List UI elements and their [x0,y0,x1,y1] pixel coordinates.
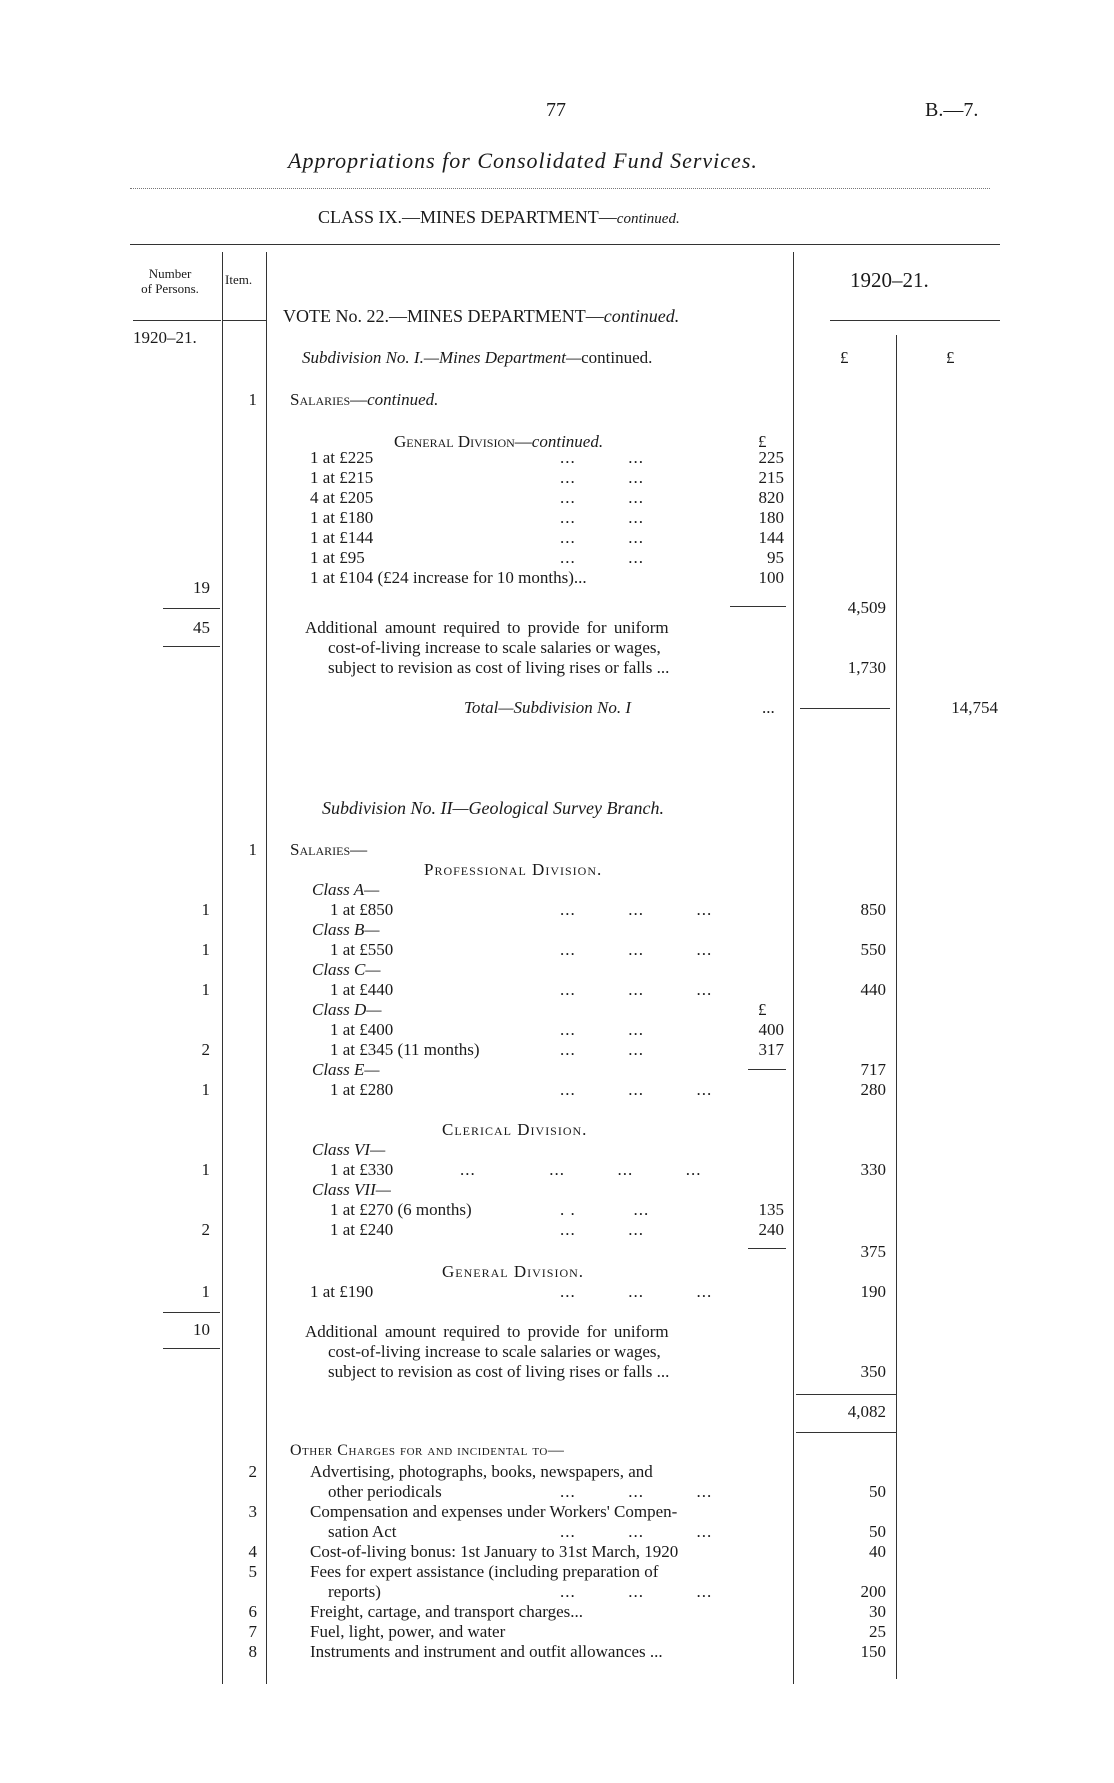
sub1-additional-l3: subject to revision as cost of living rises or falls ... [328,658,670,677]
vote-title [283,306,679,327]
class-c-persons: 1 [201,980,210,999]
sub2-additional-l2: cost-of-living increase to scale salaries or wages, [328,1342,661,1361]
other-item-amount: 30 [869,1602,886,1621]
other-item-text: Advertising, photographs, books, newspapers, and [310,1462,653,1481]
sub1-additional-amount: 1,730 [847,658,886,677]
sub2-additional-amount: 350 [860,1362,886,1381]
class-c-dots: ... ... ... [560,980,713,999]
sub2-persons-double-rule [163,1348,220,1349]
class-vi-dots: ... ... ... ... [460,1160,702,1179]
class-vii-row1-dots: . . ... [560,1200,650,1219]
sub1-row-amount: 95 [767,548,784,567]
other-item-number: 6 [248,1602,257,1621]
item-head-rule [222,320,266,321]
other-item-number: 8 [248,1642,257,1661]
other-item-amount: 50 [869,1482,886,1501]
class-b-dots: ... ... ... [560,940,713,959]
sub2-additional-l1: Additional amount required to provide for uniform [305,1322,669,1341]
general-amount: 190 [860,1282,886,1301]
class-a-row: 1 at £850 [330,900,394,919]
sub1-persons-group: 19 [193,578,210,597]
item-text-divider [266,252,267,1684]
year-column-head: 1920–21. [850,268,929,292]
sub2-salaries-rule-b [796,1432,896,1433]
other-item-number: 3 [248,1502,257,1521]
sub1-group-total: 4,509 [847,598,886,617]
sub1-total-label: Total—Subdivision No. I [464,698,632,717]
other-item-amount: 200 [860,1582,886,1601]
sub2-persons-rule [163,1312,220,1313]
class-d-row1: 1 at £400 [330,1020,394,1039]
other-item-text: Freight, cartage, and transport charges... [310,1602,584,1621]
sub2-item: 1 [248,840,257,859]
sub1-salaries-heading [290,390,438,410]
other-item-amount: 50 [869,1522,886,1541]
persons-column-head [128,266,212,296]
other-item-number: 4 [248,1542,257,1561]
sub2-additional-l3: subject to revision as cost of living rises or falls ... [328,1362,670,1381]
other-item-text: Compensation and expenses under Workers' Compen- [310,1502,678,1521]
sub2-salaries-rule [796,1394,896,1395]
class-vi-persons: 1 [201,1160,210,1179]
class-vii-total: 375 [860,1242,886,1261]
class-d-label: Class D— [312,1000,382,1019]
other-item-amount: 40 [869,1542,886,1561]
sub1-total-amount: 14,754 [951,698,998,717]
item-column-head: Item. [225,272,253,287]
class-vii-label: Class VII— [312,1180,391,1199]
other-item-dots: ... ... ... [560,1582,713,1601]
year-head-rule [830,320,1000,321]
other-item-text: Fees for expert assistance (including preparation of [310,1562,659,1581]
class-vii-row1: 1 at £270 (6 months) [330,1200,472,1219]
sub1-salaries-label: Salaries— [290,390,368,409]
sub2-salaries-total: 4,082 [847,1402,886,1421]
sub1-row-dots: ... ... [560,468,644,487]
other-item-text-cont: sation Act [328,1522,397,1541]
sub1-total-dots: ... [762,698,775,717]
sub1-row-label: 1 at £215 [310,468,374,487]
class-a-persons: 1 [201,900,210,919]
pound-head-b: £ [946,348,955,367]
sub1-row-label: 4 at £205 [310,488,374,507]
sub1-pound-sign: £ [758,432,767,451]
pound-head-a: £ [840,348,849,367]
sub1-additional-l1: Additional amount required to provide for uniform [305,618,669,637]
class-vii-persons: 2 [201,1220,210,1239]
other-item-dots: ... ... ... [560,1522,713,1541]
sub1-general-cont: continued. [531,432,604,451]
class-vi-amount: 330 [860,1160,886,1179]
general-persons: 1 [201,1282,210,1301]
sub2-general-division: General Division. [442,1262,585,1281]
sub1-row-amount: 820 [758,488,784,507]
class-heading [318,207,680,228]
sub2-professional: Professional Division. [424,860,603,879]
class-d-pound: £ [758,1000,767,1019]
class-heading-cont: continued. [616,211,680,227]
sub2-title: Subdivision No. II—Geological Survey Branch. [322,798,664,818]
class-d-row1-amount: 400 [758,1020,784,1039]
other-item-number: 5 [248,1562,257,1581]
class-vi-row: 1 at £330 [330,1160,394,1179]
page-title: Appropriations for Consolidated Fund Services. [288,148,758,173]
sub1-persons-total: 45 [193,618,210,637]
class-b-row: 1 at £550 [330,940,394,959]
sub1-row-amount: 144 [758,528,784,547]
class-e-row: 1 at £280 [330,1080,394,1099]
sub1-row-amount: 100 [758,568,784,587]
class-e-label: Class E— [312,1060,380,1079]
class-c-amount: 440 [860,980,886,999]
title-rule [130,188,990,189]
sub1-inner-rule [730,606,786,607]
sub1-persons-rule [163,608,220,609]
sub1-row-label: 1 at £144 [310,528,374,547]
class-e-amount: 280 [860,1080,886,1099]
general-row: 1 at £190 [310,1282,374,1301]
class-vii-row1-amount: 135 [758,1200,784,1219]
page-code: B.—7. [925,99,979,121]
class-d-rule [748,1069,786,1070]
sub2-salaries: Salaries— [290,840,368,859]
amount-total-divider [896,335,897,1679]
sub1-row-label: 1 at £104 (£24 increase for 10 months)... [310,568,587,587]
sub1-row-dots: ... ... [560,528,644,547]
sub1-item: 1 [248,390,257,409]
class-b-label: Class B— [312,920,380,939]
subdivision-1-text: Subdivision No. I.—Mines Department— [302,348,582,367]
class-vi-label: Class VI— [312,1140,386,1159]
sub1-row-dots: ... ... [560,548,644,567]
other-item-amount: 25 [869,1622,886,1641]
sub1-total-rule [800,708,890,709]
persons-head-l1: Number [148,266,192,281]
class-b-persons: 1 [201,940,210,959]
sub1-row-label: 1 at £225 [310,448,374,467]
class-heading-text: CLASS IX.—MINES DEPARTMENT— [318,207,617,227]
class-d-persons: 2 [201,1040,210,1059]
persons-head-l2: of Persons. [141,281,199,296]
vote-title-cont: continued. [603,306,680,326]
sub1-row-dots: ... ... [560,448,644,467]
subdivision-1-title [302,348,652,368]
class-vii-row2-amount: 240 [758,1220,784,1239]
class-vii-row2: 1 at £240 [330,1220,394,1239]
class-d-row1-dots: ... ... [560,1020,644,1039]
other-item-text: Instruments and instrument and outfit allowances ... [310,1642,663,1661]
subdivision-1-cont: continued. [581,348,653,367]
clerical-division: Clerical Division. [442,1120,588,1139]
other-item-number: 2 [248,1462,257,1481]
sub1-salaries-cont: continued. [367,390,439,409]
class-b-amount: 550 [860,940,886,959]
other-item-text-cont: reports) [328,1582,381,1601]
class-d-row2-dots: ... ... [560,1040,644,1059]
persons-head-rule [133,320,221,321]
class-c-label: Class C— [312,960,381,979]
other-item-number: 7 [248,1622,257,1641]
other-item-dots: ... ... ... [560,1482,713,1501]
header-rule [130,244,1000,245]
class-d-row2-amount: 317 [758,1040,784,1059]
sub1-persons-double-rule [163,646,220,647]
sub1-row-dots: ... ... [560,508,644,527]
class-d-total: 717 [860,1060,886,1079]
sub1-row-amount: 215 [758,468,784,487]
vote-title-text: VOTE No. 22.—MINES DEPARTMENT— [283,306,604,326]
class-e-dots: ... ... ... [560,1080,713,1099]
text-amount-divider [793,252,794,1684]
other-item-text-cont: other periodicals [328,1482,442,1501]
sub1-additional-l2: cost-of-living increase to scale salaries or wages, [328,638,661,657]
class-vii-row2-dots: ... ... [560,1220,644,1239]
class-c-row: 1 at £440 [330,980,394,999]
sub1-row-dots: ... ... [560,488,644,507]
persons-item-divider [222,252,223,1684]
page-number: 77 [546,99,566,121]
sub2-persons-total: 10 [193,1320,210,1339]
class-a-label: Class A— [312,880,380,899]
class-vii-rule [748,1248,786,1249]
other-charges-heading: Other Charges for and incidental to— [290,1442,565,1459]
other-item-amount: 150 [860,1642,886,1661]
sub1-row-label: 1 at £95 [310,548,365,567]
other-item-text: Cost-of-living bonus: 1st January to 31st March, 1920 [310,1542,679,1561]
sub1-row-amount: 225 [758,448,784,467]
class-d-row2: 1 at £345 (11 months) [330,1040,480,1059]
general-dots: ... ... ... [560,1282,713,1301]
other-item-text: Fuel, light, power, and water [310,1622,506,1641]
class-a-amount: 850 [860,900,886,919]
class-e-persons: 1 [201,1080,210,1099]
sub1-row-amount: 180 [758,508,784,527]
class-a-dots: ... ... ... [560,900,713,919]
sub1-general-label: General Division— [394,432,532,451]
sub1-row-label: 1 at £180 [310,508,374,527]
persons-year: 1920–21. [133,328,197,347]
